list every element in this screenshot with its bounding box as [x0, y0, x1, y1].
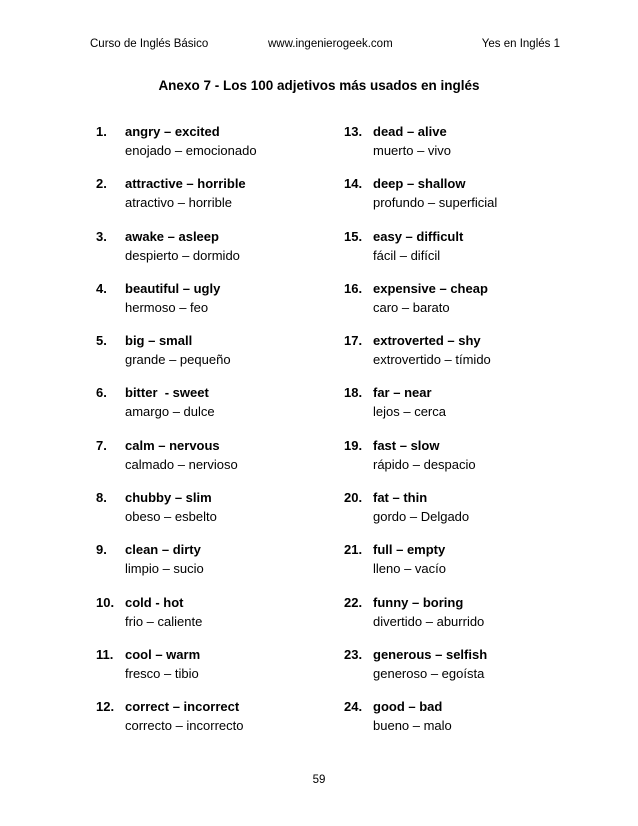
list-item — [96, 176, 356, 228]
item-number: 7. — [96, 437, 107, 453]
item-number: 19. — [344, 437, 363, 453]
item-english: deep – shallow — [373, 176, 466, 192]
item-number: 24. — [344, 699, 363, 715]
item-english: fat – thin — [373, 490, 428, 506]
header-book-title: Yes en Inglés 1 — [481, 38, 560, 50]
item-spanish: despierto – dormido — [125, 247, 240, 263]
item-spanish: atractivo – horrible — [125, 195, 232, 211]
item-english: cool – warm — [125, 646, 201, 662]
list-item — [96, 438, 356, 490]
page-title: Anexo 7 - Los 100 adjetivos más usados en inglés — [158, 78, 480, 93]
item-spanish: obeso – esbelto — [125, 509, 217, 525]
item-spanish: lejos – cerca — [373, 404, 446, 420]
item-number: 17. — [344, 333, 363, 349]
item-number: 1. — [96, 124, 107, 139]
item-number: 4. — [96, 280, 107, 296]
item-spanish: correcto – incorrecto — [125, 718, 244, 734]
list-item — [96, 385, 356, 437]
item-english: far – near — [373, 385, 432, 401]
item-number: 15. — [344, 228, 363, 244]
item-english: bitter - sweet — [125, 385, 209, 401]
item-number: 5. — [96, 333, 107, 349]
item-spanish: limpio – sucio — [125, 561, 204, 577]
left-column — [96, 124, 356, 752]
item-number: 6. — [96, 385, 107, 401]
list-item — [344, 385, 604, 437]
list-item — [96, 699, 356, 751]
item-english: clean – dirty — [125, 542, 201, 558]
item-spanish: fresco – tibio — [125, 665, 199, 681]
right-column — [344, 124, 604, 752]
item-spanish: generoso – egoísta — [373, 665, 485, 681]
list-item — [96, 333, 356, 385]
page-header — [90, 38, 560, 54]
item-number: 22. — [344, 594, 363, 610]
item-spanish: enojado – emocionado — [125, 143, 257, 158]
item-english: extroverted – shy — [373, 333, 481, 349]
list-item — [344, 176, 604, 228]
item-spanish: extrovertido – tímido — [373, 352, 491, 368]
item-english: dead – alive — [373, 124, 447, 139]
item-spanish: frio – caliente — [125, 613, 203, 629]
item-english: angry – excited — [125, 124, 220, 139]
item-spanish: muerto – vivo — [373, 143, 452, 158]
list-item — [344, 699, 604, 751]
item-number: 20. — [344, 490, 363, 506]
header-website: www.ingenierogeek.com — [268, 38, 393, 50]
item-spanish: profundo – superficial — [373, 195, 498, 211]
item-english: full – empty — [373, 542, 446, 558]
item-english: correct – incorrect — [125, 699, 240, 715]
item-spanish: calmado – nervioso — [125, 456, 238, 472]
item-english: generous – selfish — [373, 646, 488, 662]
item-spanish: rápido – despacio — [373, 456, 476, 472]
item-number: 12. — [96, 699, 115, 715]
list-item — [344, 281, 604, 333]
item-english: funny – boring — [373, 594, 464, 610]
item-english: big – small — [125, 333, 193, 349]
item-english: calm – nervous — [125, 437, 220, 453]
item-number: 21. — [344, 542, 363, 558]
list-item — [96, 595, 356, 647]
list-item — [96, 229, 356, 281]
item-spanish: lleno – vacío — [373, 561, 446, 577]
item-spanish: fácil – difícil — [373, 247, 441, 263]
item-number: 14. — [344, 176, 363, 192]
list-item — [96, 647, 356, 699]
item-english: beautiful – ugly — [125, 280, 221, 296]
item-english: awake – asleep — [125, 228, 219, 244]
list-item — [344, 229, 604, 281]
item-spanish: divertido – aburrido — [373, 613, 485, 629]
item-english: expensive – cheap — [373, 280, 488, 296]
item-spanish: caro – barato — [373, 299, 450, 315]
list-item — [344, 595, 604, 647]
item-english: chubby – slim — [125, 490, 212, 506]
item-english: attractive – horrible — [125, 176, 246, 192]
item-english: easy – difficult — [373, 228, 464, 244]
item-number: 3. — [96, 228, 107, 244]
item-english: good – bad — [373, 699, 443, 715]
item-number: 18. — [344, 385, 363, 401]
item-english: fast – slow — [373, 437, 440, 453]
item-number: 11. — [96, 646, 114, 662]
item-number: 16. — [344, 280, 363, 296]
page-number: 59 — [312, 774, 326, 786]
list-item — [96, 490, 356, 542]
item-spanish: amargo – dulce — [125, 404, 215, 420]
list-item — [344, 490, 604, 542]
item-number: 2. — [96, 176, 107, 192]
item-english: cold - hot — [125, 594, 184, 610]
item-number: 9. — [96, 542, 107, 558]
list-item — [96, 124, 356, 176]
item-number: 23. — [344, 646, 363, 662]
item-spanish: gordo – Delgado — [373, 509, 470, 525]
item-number: 10. — [96, 594, 115, 610]
item-spanish: hermoso – feo — [125, 299, 209, 315]
list-item — [344, 542, 604, 594]
item-number: 8. — [96, 490, 107, 506]
item-spanish: bueno – malo — [373, 718, 452, 734]
list-item — [344, 124, 604, 176]
item-spanish: grande – pequeño — [125, 352, 231, 368]
list-item — [96, 542, 356, 594]
list-item — [344, 438, 604, 490]
list-item — [96, 281, 356, 333]
list-item — [344, 647, 604, 699]
item-number: 13. — [344, 124, 363, 139]
list-item — [344, 333, 604, 385]
header-course-title: Curso de Inglés Básico — [90, 38, 209, 50]
